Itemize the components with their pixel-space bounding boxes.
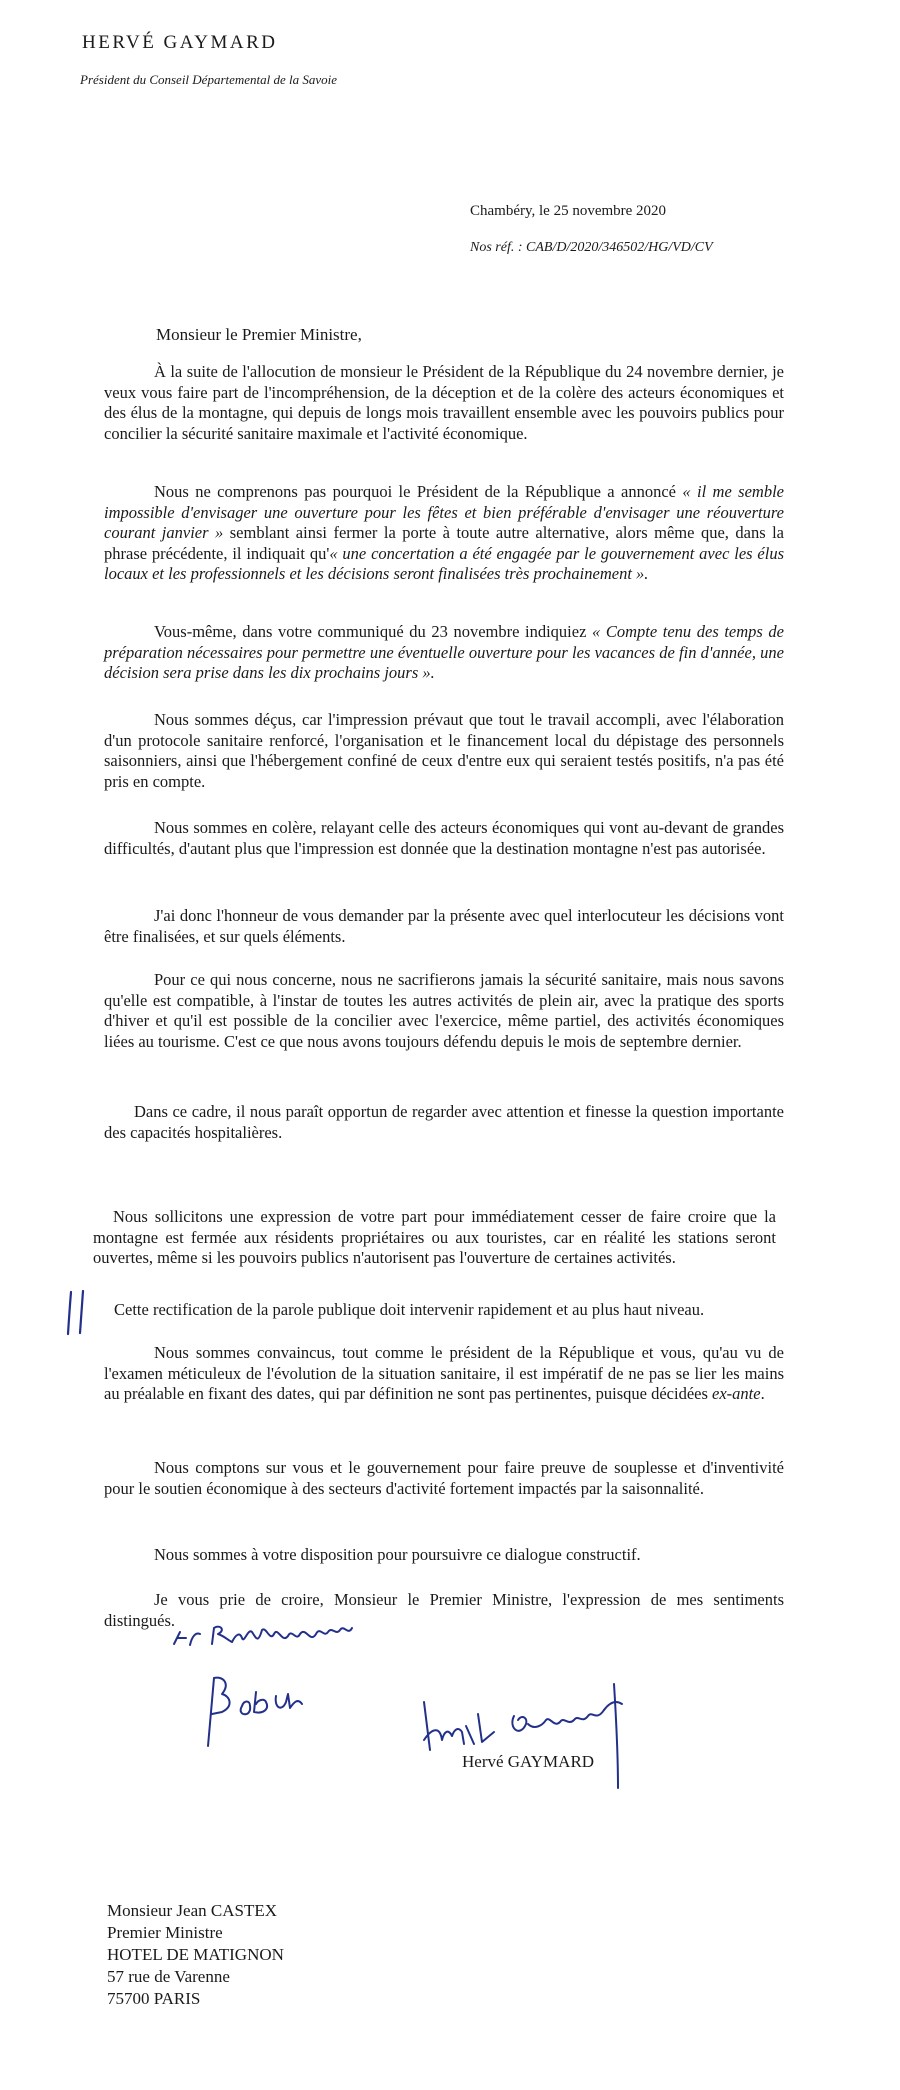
- paragraph-3-text: Vous-même, dans votre communiqué du 23 novembre indiquiez: [154, 622, 592, 641]
- paragraph-2-text-a: Nous ne comprenons pas pourquoi le Président de la République a annoncé: [154, 482, 683, 501]
- handwritten-addition: [170, 1614, 355, 1661]
- recipient-address: [107, 1900, 284, 2010]
- paragraph-9: Nous sollicitons une expression de votre part pour immédiatement cesser de faire croire que la montagne est fermée aux résidents propriétaires ou aux touristes, car en réalité les stations seront ouvertes, même si les pouvoirs publics n'autorisent pas l'ouverture de certaines activités.: [93, 1207, 776, 1267]
- paragraph-5: Nous sommes en colère, relayant celle des acteurs économiques qui vont au-devant de grandes difficultés, d'autant plus que l'impression est donnée que la destination montagne n'est pas autorisée.: [104, 818, 784, 858]
- recipient-city: 75700 PARIS: [107, 1989, 201, 2008]
- quote-president-1: « il me semble impossible d'envisager une ouverture pour les fêtes et bien préférable d'envisager une réouverture courant janvier »: [104, 482, 784, 542]
- quote-premier-ministre: « Compte tenu des temps de préparation nécessaires pour permettre une éventuelle ouverture pour les vacances de fin d'année, une décision sera prise dans les dix prochains jours ».: [104, 622, 784, 682]
- paragraph-6: J'ai donc l'honneur de vous demander par la présente avec quel interlocuteur les décisions vont être finalisées, et sur quels éléments.: [104, 906, 784, 946]
- initials-handwritten: [200, 1672, 330, 1757]
- recipient-building: HOTEL DE MATIGNON: [107, 1945, 284, 1964]
- signature-handwritten: [418, 1680, 658, 1795]
- paragraph-11-text: Nous sommes convaincus, tout comme le président de la République et vous, qu'au vu de l'examen méticuleux de l'évolution de la situation sanitaire, il est impératif de ne pas se lier les mains au préalable en fixant des dates, qui par définition ne sont pas pertinentes, puisque décidées: [104, 1343, 784, 1403]
- paragraph-11: [104, 1343, 784, 1405]
- paragraph-10: Cette rectification de la parole publique doit intervenir rapidement et au plus haut niveau.: [114, 1300, 705, 1319]
- paragraph-11-end: .: [760, 1384, 765, 1403]
- place-date: Chambéry, le 25 novembre 2020: [470, 203, 667, 219]
- paragraph-14: Je vous prie de croire, Monsieur le Premier Ministre, l'expression de mes sentiments distingués.: [104, 1590, 784, 1630]
- margin-mark-handwritten: [64, 1290, 90, 1341]
- sender-title: Président du Conseil Départemental de la Savoie: [80, 72, 338, 87]
- paragraph-12: Nous comptons sur vous et le gouvernement pour faire preuve de souplesse et d'inventivité pour le soutien économique à des secteurs d'activité fortement impactés par la saisonnalité.: [104, 1458, 784, 1498]
- sender-name: HERVÉ GAYMARD: [82, 32, 278, 53]
- salutation: Monsieur le Premier Ministre,: [156, 325, 362, 344]
- paragraph-13: Nous sommes à votre disposition pour poursuivre ce dialogue constructif.: [154, 1545, 641, 1564]
- paragraph-3: [104, 622, 784, 684]
- ex-ante-term: ex-ante: [712, 1384, 761, 1403]
- paragraph-2: [104, 482, 784, 585]
- paragraph-4: Nous sommes déçus, car l'impression prévaut que tout le travail accompli, avec l'élaboration d'un protocole sanitaire renforcé, l'organisation et le financement local du dépistage des personnels saisonniers, ainsi que l'hébergement confiné de ceux d'entre eux qui seraient testés positifs, n'a pas été pris en compte.: [104, 710, 784, 791]
- paragraph-7: Pour ce qui nous concerne, nous ne sacrifierons jamais la sécurité sanitaire, mais nous savons qu'elle est compatible, à l'instar de toutes les autres activités de plein air, avec la pratique des sports d'hiver et qu'il est possible de la concilier avec l'exercice, même partiel, des activités économiques liées au tourisme. C'est ce que nous avons toujours défendu depuis le mois de septembre dernier.: [104, 970, 784, 1051]
- reference-number: Nos réf. : CAB/D/2020/346502/HG/VD/CV: [470, 240, 713, 255]
- paragraph-8: Dans ce cadre, il nous paraît opportun de regarder avec attention et finesse la question importante des capacités hospitalières.: [104, 1102, 784, 1142]
- paragraph-1: À la suite de l'allocution de monsieur le Président de la République du 24 novembre dernier, je veux vous faire part de l'incompréhension, de la déception et de la colère des acteurs économiques et des élus de la montagne, qui depuis de longs mois travaillent ensemble avec les pouvoirs publics pour concilier la sécurité sanitaire maximale et l'activité économique.: [104, 362, 784, 443]
- quote-president-2: « une concertation a été engagée par le gouvernement avec les élus locaux et les professionnels et les décisions seront finalisées très prochainement ».: [104, 543, 784, 583]
- paragraph-2-text-b: semblant ainsi fermer la porte à toute autre alternative, alors même que, dans la phrase précédente, il indiquait qu': [104, 523, 784, 563]
- recipient-street: 57 rue de Varenne: [107, 1967, 230, 1986]
- signature-name: Hervé GAYMARD: [462, 1752, 595, 1771]
- recipient-name: Monsieur Jean CASTEX: [107, 1901, 277, 1920]
- recipient-title: Premier Ministre: [107, 1923, 223, 1942]
